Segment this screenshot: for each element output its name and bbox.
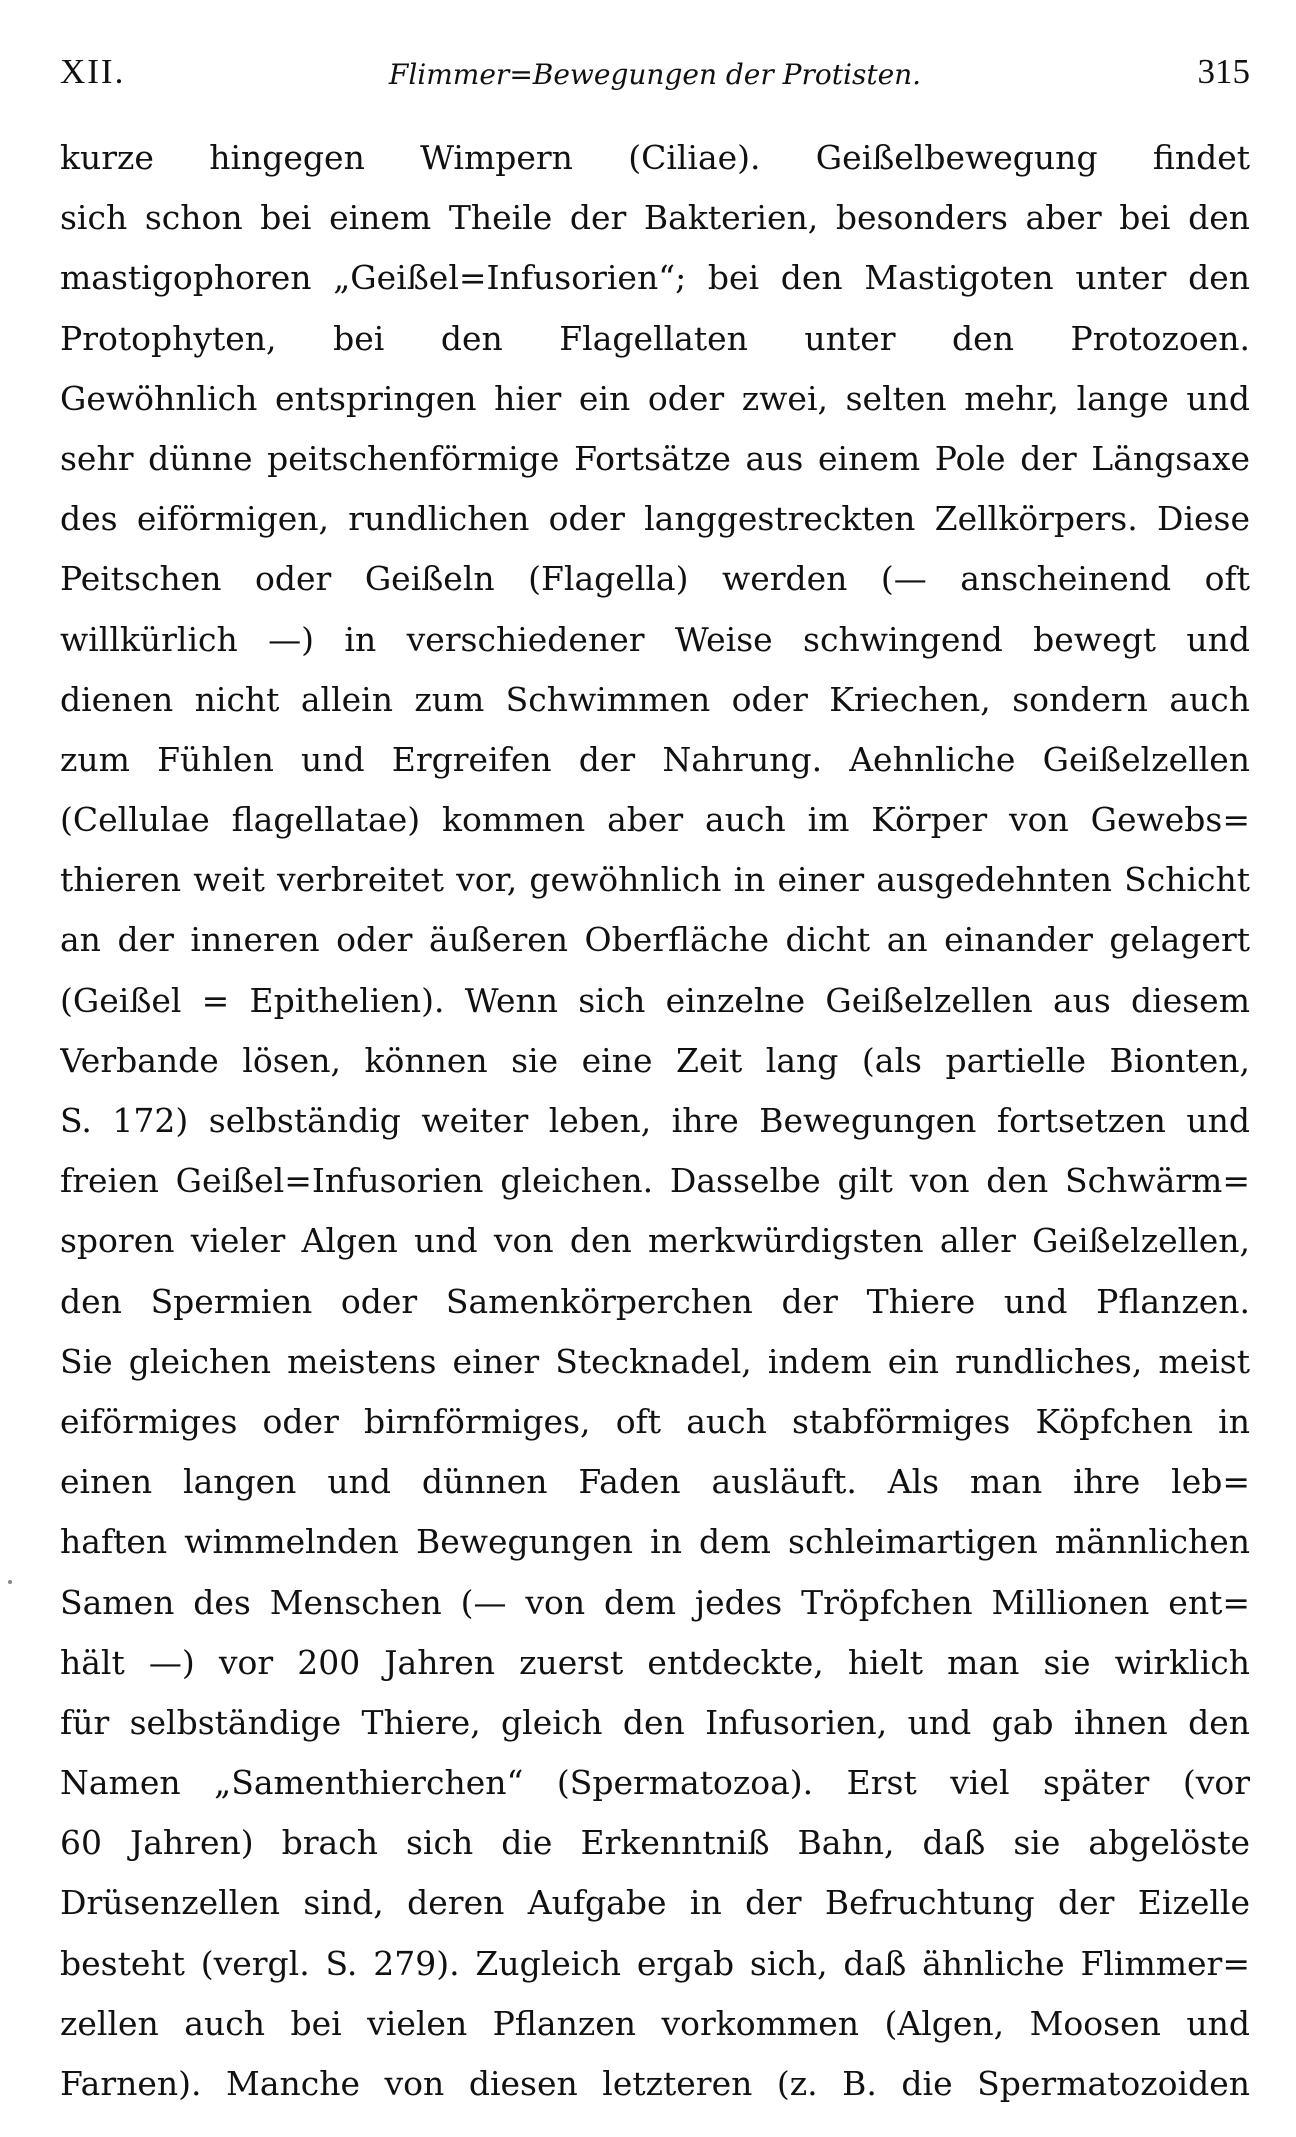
text-line: zellen auch bei vielen Pflanzen vorkommen (Algen, Moosen und: [60, 2003, 1250, 2043]
text-line: (Geißel = Epithelien). Wenn sich einzelne Geißelzellen aus diesem: [60, 980, 1250, 1020]
text-line: Protophyten, bei den Flagellaten unter den Protozoen.: [60, 318, 1250, 358]
text-line: des eiförmigen, rundlichen oder langgestreckten Zellkörpers. Diese: [60, 499, 1250, 539]
text-line: Gewöhnlich entspringen hier ein oder zwei, selten mehr, lange und: [60, 378, 1250, 418]
text-line: thieren weit verbreitet vor, gewöhnlich in einer ausgedehnten Schicht: [60, 860, 1250, 900]
text-line: sehr dünne peitschenförmige Fortsätze aus einem Pole der Längsaxe: [60, 438, 1250, 478]
text-line: einen langen und dünnen Faden ausläuft. Als man ihre leb=: [60, 1462, 1250, 1502]
chapter-number: XII.: [60, 52, 126, 91]
text-line: willkürlich —) in verschiedener Weise schwingend bewegt und: [60, 619, 1250, 659]
text-line: eiförmiges oder birnförmiges, oft auch stabförmiges Köpfchen in: [60, 1401, 1250, 1441]
text-line: Namen „Samenthierchen“ (Spermatozoa). Erst viel später (vor: [60, 1763, 1250, 1803]
text-line: Verbande lösen, können sie eine Zeit lang (als partielle Bionten,: [60, 1040, 1250, 1080]
text-line: Peitschen oder Geißeln (Flagella) werden (— anscheinend oft: [60, 559, 1250, 599]
text-line: dienen nicht allein zum Schwimmen oder Kriechen, sondern auch: [60, 679, 1250, 719]
running-title: Flimmer=Bewegungen der Protisten.: [388, 58, 922, 91]
text-line: sporen vieler Algen und von den merkwürdigsten aller Geißelzellen,: [60, 1221, 1250, 1261]
text-line: Sie gleichen meistens einer Stecknadel, indem ein rundliches, meist: [60, 1341, 1250, 1381]
text-line: S. 172) selbständig weiter leben, ihre Bewegungen fortsetzen und: [60, 1101, 1250, 1140]
text-line: freien Geißel=Infusorien gleichen. Dasselbe gilt von den Schwärm=: [60, 1161, 1250, 1201]
body-text: [60, 128, 1250, 2114]
text-line: haften wimmelnden Bewegungen in dem schleimartigen männlichen: [60, 1522, 1250, 1562]
text-line: an der inneren oder äußeren Oberfläche dicht an einander gelagert: [60, 920, 1250, 960]
text-line: (Cellulae flagellatae) kommen aber auch im Körper von Gewebs=: [60, 800, 1250, 840]
text-line: 60 Jahren) brach sich die Erkenntniß Bahn, daß sie abgelöste: [60, 1823, 1250, 1863]
text-line: Drüsenzellen sind, deren Aufgabe in der Befruchtung der Eizelle: [60, 1883, 1250, 1923]
page-number: 315: [1197, 52, 1250, 91]
text-line: für selbständige Thiere, gleich den Infusorien, und gab ihnen den: [60, 1702, 1250, 1742]
text-line: zum Fühlen und Ergreifen der Nahrung. Aehnliche Geißelzellen: [60, 739, 1250, 779]
print-speck: [8, 1580, 12, 1584]
text-line: kurze hingegen Wimpern (Ciliae). Geißelbewegung findet: [60, 138, 1250, 177]
text-line: sich schon bei einem Theile der Bakterien, besonders aber bei den: [60, 198, 1250, 238]
text-line: mastigophoren „Geißel=Infusorien“; bei den Mastigoten unter den: [60, 258, 1250, 298]
text-line: hält —) vor 200 Jahren zuerst entdeckte, hielt man sie wirklich: [60, 1642, 1250, 1682]
running-header: [60, 52, 1250, 102]
text-line: besteht (vergl. S. 279). Zugleich ergab sich, daß ähnliche Flimmer=: [60, 1943, 1250, 1983]
text-line: Farnen). Manche von diesen letzteren (z. B. die Spermatozoiden: [60, 2064, 1250, 2103]
text-line: Samen des Menschen (— von dem jedes Tröpfchen Millionen ent=: [60, 1582, 1250, 1622]
text-line: den Spermien oder Samenkörperchen der Thiere und Pflanzen.: [60, 1281, 1250, 1321]
